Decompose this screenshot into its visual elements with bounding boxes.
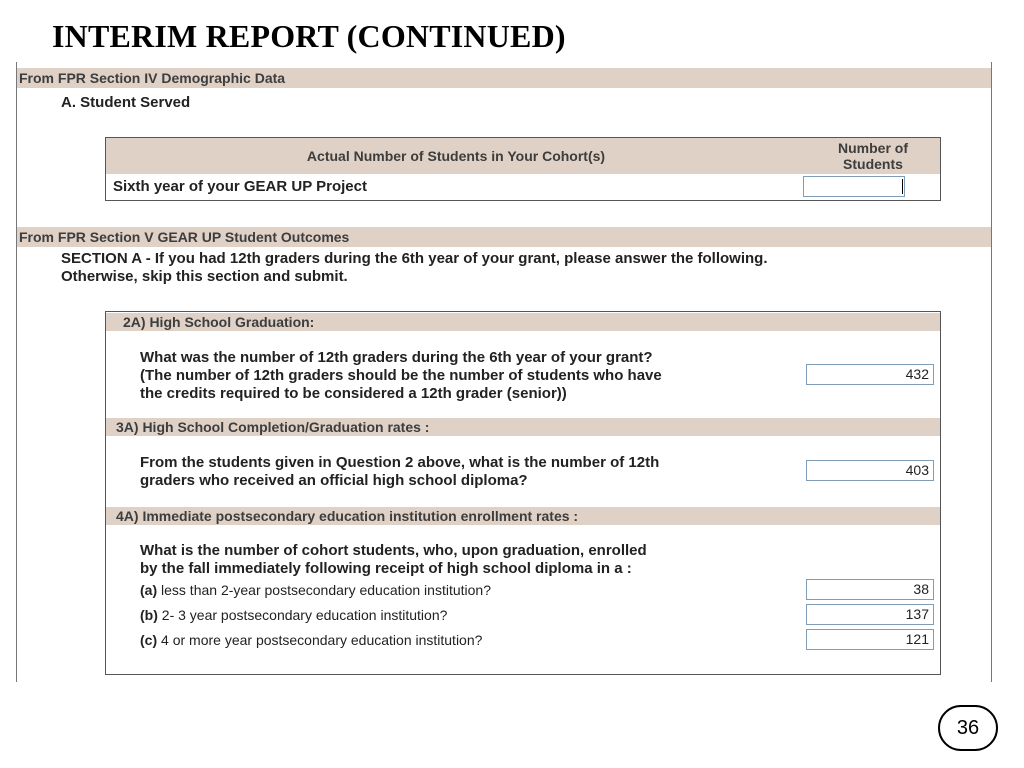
q4-option-b-letter: (b)	[140, 607, 158, 623]
cohort-table-header	[106, 138, 940, 174]
section-a-note-line2: Otherwise, skip this section and submit.	[61, 268, 348, 285]
q2-heading: 2A) High School Graduation:	[106, 313, 940, 331]
slide-title: INTERIM REPORT (CONTINUED)	[52, 18, 566, 54]
q4-option-a-input[interactable]: 38	[806, 579, 934, 600]
q3-diploma-input[interactable]: 403	[806, 460, 934, 481]
q4-question	[140, 542, 647, 578]
sixth-year-label: Sixth year of your GEAR UP Project	[113, 178, 367, 195]
q3-line1: From the students given in Question 2 above, what is the number of 12th	[140, 454, 660, 471]
q4-option-b-text: 2- 3 year postsecondary education institution?	[157, 607, 448, 623]
q4-heading: 4A) Immediate postsecondary education institution enrollment rates :	[106, 507, 940, 525]
number-of-students-header	[806, 140, 940, 172]
q2-line2: (The number of 12th graders should be the number of students who have	[140, 367, 662, 384]
number-of-students-header-line1: Number of	[838, 140, 908, 156]
q4-line2: by the fall immediately following receipt of high school diploma in a :	[140, 560, 632, 577]
table-row	[106, 175, 940, 200]
q2-twelfth-graders-input[interactable]: 432	[806, 364, 934, 385]
cohort-table	[105, 137, 941, 201]
student-served-subheading: A. Student Served	[61, 94, 191, 111]
q4-option-a-letter: (a)	[140, 582, 158, 598]
sixth-year-students-input[interactable]	[803, 176, 905, 197]
section-iv-heading: From FPR Section IV Demographic Data	[17, 68, 991, 88]
page-number: 36	[938, 705, 998, 751]
q4-option-b-input[interactable]: 137	[806, 604, 934, 625]
q2-line3: the credits required to be considered a 12th grader (senior))	[140, 385, 567, 402]
form-frame	[16, 62, 992, 682]
q3-heading: 3A) High School Completion/Graduation rates :	[106, 418, 940, 436]
section-v-heading: From FPR Section V GEAR UP Student Outcomes	[17, 227, 991, 247]
cohort-column-header: Actual Number of Students in Your Cohort(s)	[306, 148, 606, 164]
q4-option-a-text: less than 2-year postsecondary education institution?	[157, 582, 491, 598]
q2-question	[140, 349, 662, 403]
outcomes-panel	[105, 311, 941, 675]
section-a-note-line1: SECTION A - If you had 12th graders during the 6th year of your grant, please answer the following.	[61, 250, 768, 267]
q4-option-c-letter: (c)	[140, 632, 158, 648]
text-cursor	[902, 179, 903, 194]
section-a-note	[61, 250, 941, 286]
q4-line1: What is the number of cohort students, who, upon graduation, enrolled	[140, 542, 647, 559]
q3-line2: graders who received an official high school diploma?	[140, 472, 528, 489]
q4-option-c-text: 4 or more year postsecondary education institution?	[157, 632, 483, 648]
q4-option-c	[140, 632, 482, 648]
q4-option-b	[140, 607, 447, 623]
q2-line1: What was the number of 12th graders during the 6th year of your grant?	[140, 349, 653, 366]
q4-option-c-input[interactable]: 121	[806, 629, 934, 650]
q3-question	[140, 454, 659, 490]
number-of-students-header-line2: Students	[843, 156, 903, 172]
q4-option-a	[140, 582, 491, 598]
